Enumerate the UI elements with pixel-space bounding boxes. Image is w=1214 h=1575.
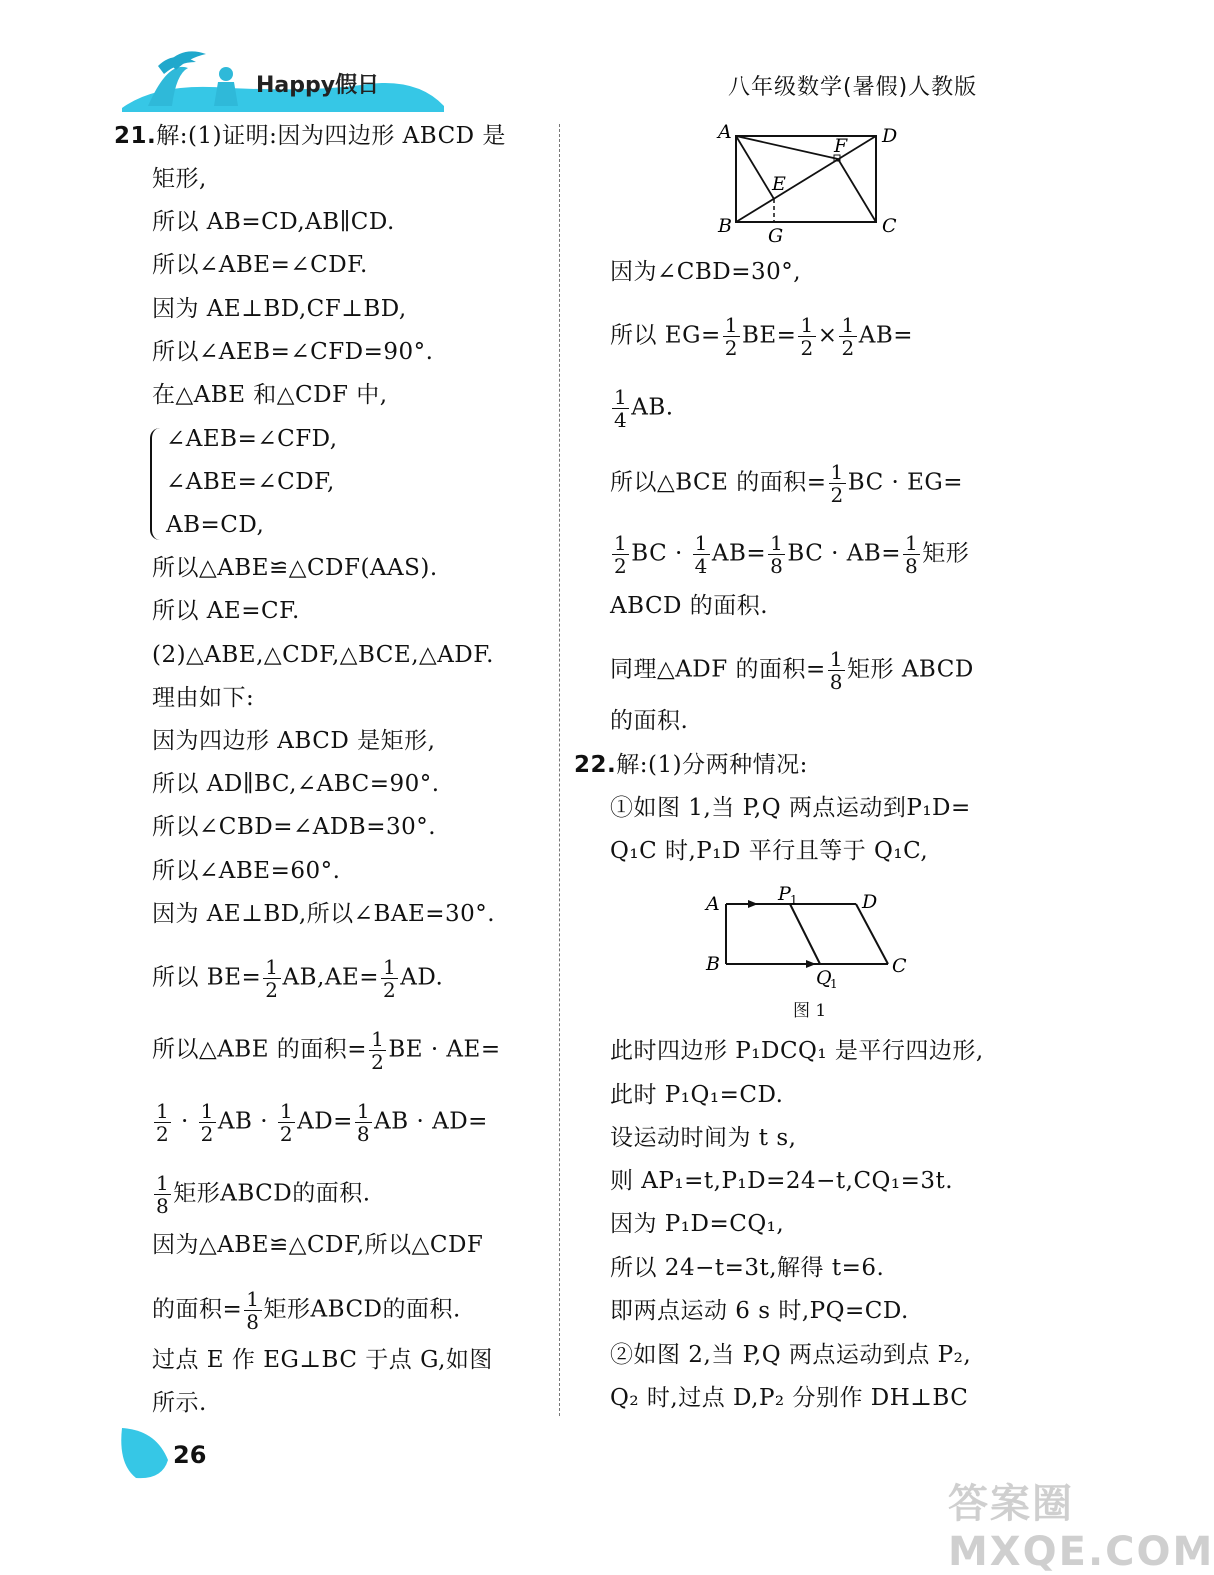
right_column-line (610, 1209, 784, 1239)
line-text: 因为∠CBD=30°, (610, 259, 802, 285)
right_column-line (610, 648, 974, 693)
fig1-label-p: P (778, 883, 791, 905)
fraction-denominator: 8 (770, 554, 784, 578)
problem-number: 21. (114, 123, 157, 149)
line-text: 矩形, (152, 166, 207, 192)
fig1-label-a: A (706, 893, 720, 915)
right_column-line (610, 314, 913, 359)
fraction-numerator: 1 (841, 313, 855, 337)
left_column-line (166, 424, 338, 454)
right_column-line (610, 257, 801, 287)
right_column-line (610, 1253, 884, 1283)
left_column-line (152, 164, 207, 194)
line-text: 所以∠CBD=∠ADB=30°. (152, 814, 437, 840)
label-c: C (882, 215, 897, 237)
right_column-line (610, 591, 768, 621)
fraction-denominator: 2 (156, 1122, 170, 1146)
line-text: 所以△ABE≌△CDF(AAS). (152, 555, 438, 581)
right_column-line (610, 706, 688, 736)
line-text: AB= (858, 322, 913, 349)
line-text: 同理△ADF 的面积= (610, 656, 826, 683)
left_column-line (152, 1388, 207, 1418)
fraction-numerator: 1 (694, 531, 708, 555)
fraction (798, 314, 815, 359)
line-text: 过点 E 作 EG⊥BC 于点 G,如图 (152, 1347, 493, 1373)
line-text: 所以∠ABE=∠CDF. (152, 252, 368, 278)
left_column-line (166, 467, 335, 497)
line-text: 因为 AE⊥BD,CF⊥BD, (152, 296, 407, 322)
line-text: 的面积= (152, 1296, 243, 1323)
label-d: D (882, 125, 898, 147)
line-text: 所以△BCE 的面积= (610, 469, 827, 496)
line-text: 矩形 ABCD (847, 656, 974, 683)
fraction-denominator: 4 (694, 554, 708, 578)
fraction-denominator: 2 (800, 336, 814, 360)
line-text: 所以 24−t=3t,解得 t=6. (610, 1255, 885, 1281)
right_column-line (610, 1166, 953, 1196)
fraction-numerator: 1 (614, 531, 628, 555)
fig1-label-b: B (706, 953, 720, 975)
fraction-numerator: 1 (383, 955, 397, 979)
line-text: AB= (711, 540, 767, 567)
fraction (278, 1100, 295, 1145)
fraction-numerator: 1 (279, 1099, 294, 1123)
fraction (244, 1288, 261, 1333)
left_column-line (152, 769, 440, 799)
header-logo-banner (118, 48, 448, 114)
line-text: AB · AD= (374, 1108, 488, 1135)
fraction (828, 648, 845, 693)
left_column-line (152, 1345, 493, 1375)
line-text: 此时 P₁Q₁=CD. (610, 1082, 784, 1108)
fraction (839, 314, 856, 359)
fraction-denominator: 2 (279, 1122, 294, 1146)
fraction-denominator: 4 (614, 408, 628, 432)
line-text: ABCD 的面积. (610, 593, 769, 619)
left_column-line (114, 121, 506, 151)
watermark-text: 答案圈 MXQE.COM (948, 1481, 1214, 1575)
left_column-line (152, 553, 438, 583)
fraction-numerator: 1 (614, 385, 628, 409)
line-text: 所以 EG= (610, 322, 721, 349)
fraction (723, 314, 740, 359)
left_column-line (152, 683, 254, 713)
line-text: BC · (631, 540, 691, 567)
line-text: 所以∠AEB=∠CFD=90°. (152, 339, 434, 365)
fraction (693, 532, 710, 577)
fraction (903, 532, 920, 577)
right_column-line (610, 386, 674, 431)
fraction (829, 461, 846, 506)
line-text: 矩形ABCD的面积. (173, 1180, 371, 1207)
label-a: A (718, 121, 732, 143)
label-b: B (718, 215, 732, 237)
fraction-numerator: 1 (246, 1287, 260, 1311)
fraction (355, 1100, 372, 1145)
line-text: AD. (400, 964, 444, 991)
line-text: 所以 BE= (152, 964, 262, 991)
problem-number: 22. (574, 752, 617, 778)
line-text: Q₂ 时,过点 D,P₂ 分别作 DH⊥BC (610, 1385, 969, 1411)
fraction-numerator: 1 (356, 1099, 371, 1123)
left_column-line (152, 1230, 483, 1260)
line-text: 解:(1)证明:因为四边形 ABCD 是 (156, 123, 506, 149)
left_column-line (152, 380, 388, 410)
fraction-denominator: 2 (841, 336, 855, 360)
line-text: 因为△ABE≌△CDF,所以△CDF (152, 1232, 484, 1258)
line-text: AB · (217, 1108, 276, 1135)
line-text: 所以∠ABE=60°. (152, 858, 341, 884)
fraction (154, 1172, 171, 1217)
line-text: 的面积. (610, 708, 689, 734)
left_column-line (152, 1172, 371, 1217)
right_column-line (610, 461, 963, 506)
right_column-line (610, 1036, 984, 1066)
right_column-line (574, 750, 808, 780)
left_column-line (152, 726, 435, 756)
system-brace (150, 428, 164, 540)
fraction-denominator: 2 (200, 1122, 214, 1146)
line-text: 在△ABE 和△CDF 中, (152, 382, 388, 408)
line-text: Q₁C 时,P₁D 平行且等于 Q₁C, (610, 838, 929, 864)
fraction-numerator: 1 (830, 460, 844, 484)
column-divider (559, 124, 560, 1416)
right_column-line (610, 793, 971, 823)
fraction-numerator: 1 (156, 1171, 170, 1195)
right_column-line (610, 1340, 971, 1370)
fraction-denominator: 2 (830, 483, 844, 507)
line-text: (2)△ABE,△CDF,△BCE,△ADF. (152, 642, 494, 668)
line-text: 即两点运动 6 s 时,PQ=CD. (610, 1298, 909, 1324)
line-text: BC · EG= (847, 469, 964, 496)
fig1-label-q-sub: 1 (830, 977, 838, 991)
left_column-line (152, 294, 407, 324)
fraction (369, 1028, 386, 1073)
right_column-line (610, 532, 969, 577)
fraction-numerator: 1 (800, 313, 814, 337)
figure-1 (702, 882, 918, 991)
label-g: G (768, 225, 784, 247)
fraction-denominator: 2 (724, 336, 738, 360)
figure-rectangle-abcd (710, 120, 910, 246)
line-text: 解:(1)分两种情况: (616, 752, 808, 778)
fraction-numerator: 1 (770, 531, 784, 555)
fraction (199, 1100, 216, 1145)
line-text: 所以 AD∥BC,∠ABC=90°. (152, 771, 440, 797)
line-text: 因为 AE⊥BD,所以∠BAE=30°. (152, 901, 496, 927)
left_column-line (152, 856, 340, 886)
line-text: AD= (297, 1108, 353, 1135)
line-text: 理由如下: (152, 685, 255, 711)
line-text: 所以 AB=CD,AB∥CD. (152, 209, 395, 235)
fraction-numerator: 1 (724, 313, 738, 337)
left_column-line (152, 207, 395, 237)
left_column-line (152, 1100, 488, 1145)
line-text: AB=CD, (166, 512, 265, 538)
fraction-numerator: 1 (905, 531, 919, 555)
line-text: 所以 AE=CF. (152, 598, 300, 624)
line-text: ∠ABE=∠CDF, (166, 469, 335, 495)
left_column-line (152, 956, 443, 1001)
left_column-line (152, 899, 495, 929)
line-text: 所示. (152, 1390, 207, 1416)
fraction (612, 532, 629, 577)
header-title: 八年级数学(暑假)人教版 (728, 75, 978, 100)
fig1-label-p-sub: 1 (790, 893, 798, 907)
fraction-numerator: 1 (156, 1099, 170, 1123)
line-text: ①如图 1,当 P,Q 两点运动到P₁D= (610, 795, 971, 821)
fraction-denominator: 8 (905, 554, 919, 578)
label-f: F (834, 135, 848, 157)
line-text: 则 AP₁=t,P₁D=24−t,CQ₁=3t. (610, 1168, 954, 1194)
label-e: E (772, 173, 786, 195)
fraction (263, 956, 280, 1001)
fig1-label-q: Q (816, 967, 832, 989)
line-text: ∠AEB=∠CFD, (166, 426, 338, 452)
left_column-line (152, 812, 436, 842)
left_column-line (152, 337, 433, 367)
line-text: 因为 P₁D=CQ₁, (610, 1211, 785, 1237)
line-text: 矩形 (922, 540, 970, 567)
fraction-numerator: 1 (200, 1099, 214, 1123)
fraction-denominator: 2 (265, 978, 279, 1002)
fig1-label-c: C (892, 955, 907, 977)
fraction-numerator: 1 (829, 647, 844, 671)
figure-1-caption: 图 1 (793, 1001, 827, 1021)
line-text: 所以△ABE 的面积= (152, 1036, 368, 1063)
fraction-numerator: 1 (265, 955, 279, 979)
page-number: 26 (173, 1441, 207, 1469)
right_column-line (610, 1123, 796, 1153)
left_column-line (166, 510, 264, 540)
line-text: AB,AE= (282, 964, 380, 991)
line-text: ②如图 2,当 P,Q 两点运动到点 P₂, (610, 1342, 972, 1368)
line-text: BE · AE= (388, 1036, 501, 1063)
fraction-denominator: 8 (156, 1194, 170, 1218)
fraction (768, 532, 785, 577)
fraction (154, 1100, 171, 1145)
line-text: 此时四边形 P₁DCQ₁ 是平行四边形, (610, 1038, 984, 1064)
line-text: BC · AB= (787, 540, 902, 567)
fraction-denominator: 8 (356, 1122, 371, 1146)
fraction-denominator: 2 (614, 554, 628, 578)
line-text: BE= (741, 322, 797, 349)
fraction (612, 386, 629, 431)
line-text: · (173, 1108, 197, 1135)
right_column-line (610, 1296, 909, 1326)
footer-leaf-icon (116, 1424, 172, 1484)
line-text: 矩形ABCD的面积. (263, 1296, 461, 1323)
fraction-denominator: 8 (246, 1310, 260, 1334)
fraction-denominator: 2 (383, 978, 397, 1002)
left_column-line (152, 596, 300, 626)
line-text: 设运动时间为 t s, (610, 1125, 797, 1151)
right_column-line (610, 1080, 783, 1110)
line-text: × (817, 322, 838, 349)
fraction-numerator: 1 (371, 1027, 385, 1051)
fig1-label-d: D (862, 891, 878, 913)
right_column-line (610, 836, 928, 866)
left_column-line (152, 1288, 461, 1333)
line-text: 因为四边形 ABCD 是矩形, (152, 728, 436, 754)
left_column-line (152, 1028, 501, 1073)
line-text: AB. (631, 394, 674, 421)
left_column-line (152, 250, 368, 280)
fraction-denominator: 2 (371, 1050, 385, 1074)
fraction-denominator: 8 (829, 670, 844, 694)
right_column-line (610, 1383, 968, 1413)
logo-text: Happy假日 (256, 73, 380, 98)
fraction (381, 956, 398, 1001)
left_column-line (152, 640, 494, 670)
